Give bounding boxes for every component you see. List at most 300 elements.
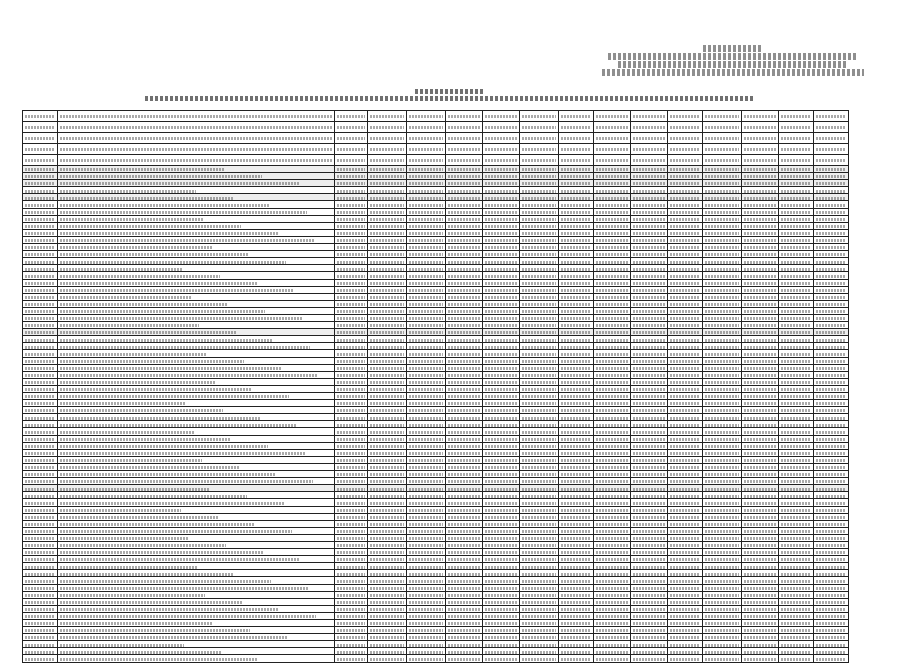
illegible-text xyxy=(816,587,846,590)
illegible-text xyxy=(337,303,365,306)
table-cell xyxy=(446,314,483,321)
table-cell xyxy=(742,534,779,541)
table-cell xyxy=(446,208,483,215)
illegible-text xyxy=(522,296,556,299)
illegible-text xyxy=(337,296,365,299)
illegible-text xyxy=(337,551,365,554)
illegible-text xyxy=(337,658,365,661)
table-cell xyxy=(559,236,594,243)
illegible-text xyxy=(633,211,665,214)
illegible-text xyxy=(370,246,404,249)
illegible-text xyxy=(485,197,517,200)
illegible-text xyxy=(561,239,591,242)
illegible-text xyxy=(744,431,776,434)
table-row xyxy=(23,222,849,229)
illegible-text xyxy=(485,488,517,491)
table-row xyxy=(23,598,849,605)
table-cell xyxy=(368,371,407,378)
table-cell xyxy=(559,463,594,470)
illegible-text xyxy=(561,395,591,398)
illegible-text xyxy=(633,402,665,405)
table-cell xyxy=(368,244,407,251)
table-cell xyxy=(23,293,58,300)
table-cell xyxy=(631,449,668,456)
table-cell xyxy=(631,641,668,648)
table-cell xyxy=(483,456,520,463)
illegible-text xyxy=(25,159,55,162)
table-cell xyxy=(335,421,368,428)
table-cell xyxy=(559,435,594,442)
table-cell xyxy=(520,385,559,392)
table-cell xyxy=(703,499,742,506)
table-cell xyxy=(742,144,779,155)
table-cell xyxy=(483,563,520,570)
table-cell xyxy=(594,563,631,570)
illegible-text xyxy=(409,587,443,590)
illegible-text xyxy=(60,551,263,554)
table-cell xyxy=(483,111,520,122)
illegible-text xyxy=(781,544,811,547)
table-cell xyxy=(594,506,631,513)
table-cell xyxy=(631,286,668,293)
illegible-text xyxy=(744,246,776,249)
illegible-text xyxy=(60,367,281,370)
table-cell xyxy=(631,612,668,619)
illegible-text xyxy=(705,159,739,162)
illegible-text xyxy=(409,566,443,569)
table-cell xyxy=(559,300,594,307)
table-cell xyxy=(335,364,368,371)
illegible-text xyxy=(633,374,665,377)
illegible-text xyxy=(705,636,739,639)
table-cell xyxy=(742,563,779,570)
table-cell xyxy=(631,293,668,300)
table-row xyxy=(23,414,849,421)
illegible-text xyxy=(60,253,249,256)
table-cell xyxy=(446,258,483,265)
illegible-text xyxy=(448,580,480,583)
table-cell xyxy=(703,229,742,236)
illegible-text xyxy=(522,175,556,178)
illegible-text xyxy=(633,594,665,597)
illegible-text xyxy=(25,346,55,349)
table-cell xyxy=(520,222,559,229)
illegible-text xyxy=(370,346,404,349)
illegible-text xyxy=(337,424,365,427)
illegible-text xyxy=(448,608,480,611)
illegible-text xyxy=(633,360,665,363)
illegible-text xyxy=(561,516,591,519)
illegible-text xyxy=(409,495,443,498)
table-cell xyxy=(631,229,668,236)
illegible-text xyxy=(337,452,365,455)
table-cell xyxy=(559,329,594,336)
table-cell xyxy=(446,371,483,378)
table-cell xyxy=(779,435,814,442)
table-cell xyxy=(483,279,520,286)
table-cell xyxy=(742,463,779,470)
table-cell xyxy=(520,421,559,428)
table-cell xyxy=(483,329,520,336)
table-cell xyxy=(520,513,559,520)
table-cell xyxy=(446,364,483,371)
illegible-text xyxy=(744,282,776,285)
table-cell xyxy=(631,435,668,442)
table-cell xyxy=(703,187,742,194)
illegible-text xyxy=(670,615,700,618)
table-cell xyxy=(594,343,631,350)
illegible-text xyxy=(561,509,591,512)
table-cell xyxy=(58,605,335,612)
table-cell xyxy=(703,329,742,336)
table-cell xyxy=(446,612,483,619)
table-cell xyxy=(368,279,407,286)
illegible-text xyxy=(485,551,517,554)
illegible-text xyxy=(633,551,665,554)
table-cell xyxy=(742,471,779,478)
illegible-text xyxy=(596,331,628,334)
table-cell xyxy=(594,279,631,286)
table-cell xyxy=(668,208,703,215)
illegible-text xyxy=(781,159,811,162)
illegible-text xyxy=(670,516,700,519)
illegible-text xyxy=(25,339,55,342)
table-cell xyxy=(779,244,814,251)
illegible-text xyxy=(781,409,811,412)
table-cell xyxy=(446,385,483,392)
illegible-text xyxy=(596,509,628,512)
illegible-text xyxy=(670,115,700,118)
illegible-text xyxy=(744,395,776,398)
table-cell xyxy=(742,598,779,605)
table-cell xyxy=(368,471,407,478)
illegible-text xyxy=(596,374,628,377)
illegible-text xyxy=(781,594,811,597)
table-cell xyxy=(23,187,58,194)
illegible-text xyxy=(781,374,811,377)
table-cell xyxy=(23,314,58,321)
table-cell xyxy=(520,251,559,258)
illegible-text xyxy=(448,261,480,264)
illegible-text xyxy=(596,636,628,639)
illegible-text xyxy=(522,268,556,271)
table-row xyxy=(23,456,849,463)
illegible-text xyxy=(409,360,443,363)
illegible-text xyxy=(60,275,220,278)
illegible-text xyxy=(670,211,700,214)
illegible-text xyxy=(409,409,443,412)
illegible-text xyxy=(522,289,556,292)
table-cell xyxy=(58,612,335,619)
table-cell xyxy=(814,421,849,428)
table-cell xyxy=(407,329,446,336)
illegible-text xyxy=(596,126,628,129)
illegible-text xyxy=(485,544,517,547)
table-cell xyxy=(407,648,446,655)
illegible-text xyxy=(370,402,404,405)
illegible-text xyxy=(60,644,184,647)
illegible-text xyxy=(337,225,365,228)
table-cell xyxy=(23,244,58,251)
table-cell xyxy=(594,655,631,662)
illegible-text xyxy=(522,246,556,249)
illegible-text xyxy=(370,417,404,420)
illegible-text xyxy=(337,197,365,200)
illegible-text xyxy=(744,126,776,129)
illegible-text xyxy=(816,253,846,256)
illegible-text xyxy=(705,523,739,526)
illegible-text xyxy=(816,509,846,512)
illegible-text xyxy=(744,644,776,647)
illegible-text xyxy=(409,402,443,405)
table-cell xyxy=(668,620,703,627)
table-cell xyxy=(335,166,368,173)
table-cell xyxy=(368,591,407,598)
table-cell xyxy=(668,314,703,321)
illegible-text xyxy=(522,388,556,391)
table-cell xyxy=(814,648,849,655)
illegible-text xyxy=(448,551,480,554)
table-cell xyxy=(335,194,368,201)
table-cell xyxy=(631,329,668,336)
illegible-text xyxy=(670,566,700,569)
illegible-text xyxy=(561,182,591,185)
illegible-text xyxy=(596,367,628,370)
illegible-text xyxy=(705,658,739,661)
illegible-text xyxy=(409,445,443,448)
table-cell xyxy=(407,322,446,329)
illegible-text xyxy=(448,331,480,334)
table-cell xyxy=(703,556,742,563)
illegible-text xyxy=(409,246,443,249)
table-cell xyxy=(483,449,520,456)
table-cell xyxy=(779,506,814,513)
illegible-text xyxy=(633,580,665,583)
illegible-text xyxy=(633,509,665,512)
table-cell xyxy=(335,428,368,435)
table-cell xyxy=(559,265,594,272)
table-cell xyxy=(742,357,779,364)
illegible-text xyxy=(816,218,846,221)
illegible-text xyxy=(485,530,517,533)
table-cell xyxy=(23,556,58,563)
illegible-text xyxy=(596,459,628,462)
table-cell xyxy=(335,641,368,648)
table-cell xyxy=(594,201,631,208)
illegible-text xyxy=(705,317,739,320)
illegible-text xyxy=(670,502,700,505)
table-cell xyxy=(368,111,407,122)
table-cell xyxy=(668,357,703,364)
illegible-text xyxy=(485,275,517,278)
table-cell xyxy=(631,393,668,400)
table-cell xyxy=(483,350,520,357)
table-cell xyxy=(446,144,483,155)
illegible-text xyxy=(781,388,811,391)
table-cell xyxy=(703,111,742,122)
illegible-text xyxy=(60,317,302,320)
illegible-text xyxy=(596,615,628,618)
illegible-text xyxy=(744,495,776,498)
illegible-text xyxy=(448,339,480,342)
table-cell xyxy=(335,485,368,492)
illegible-text xyxy=(337,190,365,193)
illegible-text xyxy=(448,629,480,632)
illegible-text xyxy=(25,608,55,611)
illegible-text xyxy=(670,388,700,391)
table-cell xyxy=(594,584,631,591)
illegible-text xyxy=(705,580,739,583)
table-cell xyxy=(407,307,446,314)
table-cell xyxy=(668,527,703,534)
table-cell xyxy=(779,400,814,407)
table-cell xyxy=(520,478,559,485)
table-cell xyxy=(559,155,594,166)
illegible-text xyxy=(25,204,55,207)
illegible-text xyxy=(60,182,299,185)
illegible-text xyxy=(370,431,404,434)
illegible-text xyxy=(744,115,776,118)
table-cell xyxy=(668,570,703,577)
table-cell xyxy=(483,180,520,187)
illegible-text xyxy=(561,409,591,412)
illegible-text xyxy=(596,480,628,483)
table-cell xyxy=(594,187,631,194)
table-cell xyxy=(631,144,668,155)
table-cell xyxy=(742,655,779,662)
table-cell xyxy=(368,485,407,492)
illegible-text xyxy=(561,296,591,299)
illegible-text xyxy=(409,204,443,207)
table-row xyxy=(23,385,849,392)
illegible-text xyxy=(60,282,257,285)
table-cell xyxy=(703,350,742,357)
table-cell xyxy=(446,187,483,194)
illegible-text xyxy=(448,225,480,228)
table-cell xyxy=(779,122,814,133)
table-cell xyxy=(446,641,483,648)
table-cell xyxy=(23,215,58,222)
illegible-text xyxy=(705,261,739,264)
table-cell xyxy=(631,258,668,265)
illegible-text xyxy=(816,544,846,547)
illegible-text xyxy=(705,480,739,483)
table-cell xyxy=(335,534,368,541)
table-cell xyxy=(407,122,446,133)
illegible-text xyxy=(370,459,404,462)
table-cell xyxy=(520,244,559,251)
table-cell xyxy=(814,322,849,329)
illegible-text xyxy=(596,197,628,200)
illegible-text xyxy=(596,239,628,242)
illegible-text xyxy=(485,303,517,306)
illegible-text xyxy=(633,353,665,356)
illegible-text xyxy=(781,636,811,639)
illegible-text xyxy=(596,388,628,391)
illegible-text xyxy=(596,168,628,171)
illegible-text xyxy=(633,239,665,242)
table-cell xyxy=(559,393,594,400)
illegible-text xyxy=(781,558,811,561)
illegible-text xyxy=(816,310,846,313)
table-cell xyxy=(483,414,520,421)
illegible-text xyxy=(370,608,404,611)
table-cell xyxy=(742,265,779,272)
table-cell xyxy=(335,314,368,321)
illegible-text xyxy=(522,417,556,420)
table-cell xyxy=(58,265,335,272)
table-cell xyxy=(446,442,483,449)
table-row xyxy=(23,329,849,336)
illegible-text xyxy=(60,516,218,519)
illegible-text xyxy=(705,360,739,363)
illegible-text xyxy=(25,615,55,618)
table-cell xyxy=(58,208,335,215)
illegible-text xyxy=(522,544,556,547)
table-header-row xyxy=(23,122,849,133)
table-cell xyxy=(23,385,58,392)
table-cell xyxy=(520,272,559,279)
table-cell xyxy=(668,421,703,428)
illegible-text xyxy=(370,148,404,151)
table-cell xyxy=(631,201,668,208)
table-cell xyxy=(335,591,368,598)
illegible-text xyxy=(596,452,628,455)
table-cell xyxy=(368,314,407,321)
illegible-text xyxy=(744,452,776,455)
table-cell xyxy=(559,111,594,122)
table-cell xyxy=(368,336,407,343)
table-cell xyxy=(814,407,849,414)
table-cell xyxy=(520,336,559,343)
table-cell xyxy=(483,492,520,499)
table-cell xyxy=(559,598,594,605)
illegible-text xyxy=(781,360,811,363)
illegible-text xyxy=(561,261,591,264)
illegible-text xyxy=(448,509,480,512)
table-cell xyxy=(335,236,368,243)
table-cell xyxy=(23,173,58,180)
table-cell xyxy=(23,620,58,627)
illegible-text xyxy=(370,197,404,200)
illegible-text xyxy=(337,473,365,476)
illegible-text xyxy=(448,268,480,271)
table-cell xyxy=(58,556,335,563)
table-row xyxy=(23,577,849,584)
illegible-text xyxy=(60,566,197,569)
illegible-text xyxy=(25,636,55,639)
illegible-text xyxy=(409,168,443,171)
illegible-text xyxy=(705,225,739,228)
illegible-text xyxy=(561,452,591,455)
illegible-text xyxy=(633,168,665,171)
table-cell xyxy=(742,648,779,655)
table-cell xyxy=(779,336,814,343)
illegible-text xyxy=(705,126,739,129)
illegible-text xyxy=(337,282,365,285)
illegible-text xyxy=(409,459,443,462)
table-cell xyxy=(335,598,368,605)
table-row xyxy=(23,371,849,378)
illegible-text xyxy=(596,148,628,151)
table-cell xyxy=(742,336,779,343)
table-cell xyxy=(520,194,559,201)
illegible-text xyxy=(596,651,628,654)
table-cell xyxy=(703,428,742,435)
illegible-text xyxy=(816,431,846,434)
illegible-text xyxy=(60,402,186,405)
table-cell xyxy=(703,655,742,662)
